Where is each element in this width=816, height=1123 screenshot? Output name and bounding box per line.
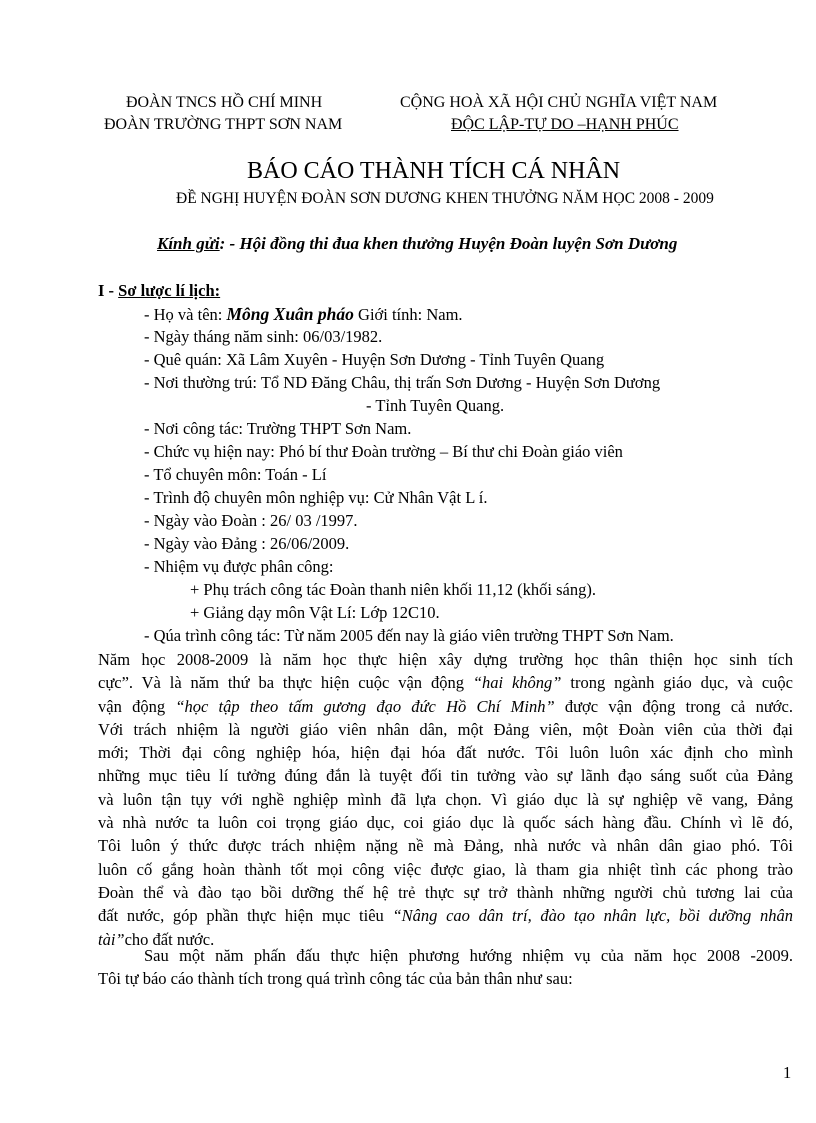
intro-row: và nhà nước ta luôn coi trọng giáo dục, coi giáo dục là quốc sách hàng đầu. Chính vì lẽ đó, (98, 813, 793, 833)
birth-date-line: - Ngày tháng năm sinh: 06/03/1982. (144, 327, 383, 346)
intro-row (98, 904, 793, 927)
recipient-label: Kính gửi (157, 234, 220, 253)
intro-row: Năm học 2008-2009 là năm học thực hiện xây dựng trường học thân thiện học sinh tích (98, 650, 793, 669)
assignment-item-1: + Phụ trách công tác Đoàn thanh niên khối 11,12 (khối sáng). (190, 580, 596, 599)
summary-line-2: Tôi tự báo cáo thành tích trong quá trình công tác của bản thân như sau: (98, 969, 573, 988)
department-line: - Tổ chuyên môn: Toán - Lí (144, 465, 327, 484)
position-line: - Chức vụ hiện nay: Phó bí thư Đoàn trường – Bí thư chi Đoàn giáo viên (144, 442, 623, 461)
section-1-title: Sơ lược lí lịch: (118, 281, 221, 300)
intro-quote-goal: “Nâng cao dân trí, đào tạo nhân lực, bồi dưỡng nhân (392, 906, 793, 926)
assignment-heading-line: - Nhiệm vụ được phân công: (144, 557, 334, 576)
section-1-heading (98, 281, 220, 301)
assignment-item-2: + Giảng dạy môn Vật Lí: Lớp 12C10. (190, 603, 440, 622)
intro-quote-hai-khong: “hai không” (472, 673, 562, 693)
intro-text: cực”. Và là năm thứ ba thực hiện cuộc vận động (98, 673, 473, 693)
intro-row: mới; Thời đại công nghiệp hóa, hiện đại hóa đất nước. Tôi luôn luôn xác định cho mình (98, 743, 793, 763)
workplace-line: - Nơi công tác: Trường THPT Sơn Nam. (144, 419, 412, 438)
intro-row: và luôn tận tụy với nghề nghiệp mình đã lựa chọn. Vì giáo dục là sự nghiệp vẽ vang, Đảng (98, 789, 793, 809)
report-subtitle: ĐỀ NGHỊ HUYỆN ĐOÀN SƠN DƯƠNG KHEN THƯỞNG NĂM HỌC 2008 - 2009 (176, 190, 714, 207)
org-name-line2: ĐOÀN TRƯỜNG THPT SƠN NAM (104, 116, 343, 133)
country-motto: ĐỘC LẬP-TỰ DO –HẠNH PHÚC (451, 116, 679, 133)
intro-text: vận động (98, 696, 176, 716)
intro-paragraph (98, 648, 793, 951)
intro-row: Tôi luôn ý thức được trách nhiệm nặng nề mà Đảng, nhà nước và nhân dân giao phó. Tôi (98, 836, 793, 856)
summary-line-1: Sau một năm phấn đấu thực hiện phương hướng nhiệm vụ của năm học 2008 -2009. (144, 946, 793, 965)
qualification-line: - Trình độ chuyên môn nghiệp vụ: Cử Nhân Vật L í. (144, 488, 488, 507)
residence-line-cont: - Tỉnh Tuyên Quang. (366, 396, 505, 415)
intro-row (98, 671, 793, 694)
intro-text: cho đất nước. (124, 929, 215, 949)
intro-quote-ho-chi-minh: “học tập theo tấm gương đạo đức Hồ Chí Minh” (175, 696, 555, 716)
recipient-line (157, 234, 677, 254)
page-number: 1 (783, 1063, 792, 1082)
intro-row: những mục tiêu lí tưởng đúng đắn là tuyệt đối tin tưởng vào sự lãnh đạo sáng suốt của Đảng (98, 766, 793, 786)
party-join-date-line: - Ngày vào Đảng : 26/06/2009. (144, 534, 350, 553)
name-label: - Họ và tên: (144, 305, 227, 324)
hometown-line: - Quê quán: Xã Lâm Xuyên - Huyện Sơn Dương - Tỉnh Tuyên Quang (144, 350, 605, 369)
work-history-line: - Qúa trình công tác: Từ năm 2005 đến nay là giáo viên trường THPT Sơn Nam. (144, 626, 674, 645)
intro-row (98, 695, 793, 718)
section-1-number: I - (98, 281, 119, 300)
country-name: CỘNG HOÀ XÃ HỘI CHỦ NGHĨA VIỆT NAM (400, 94, 718, 111)
intro-row: luôn cố gắng hoàn thành tốt mọi công việc được giao, là tham gia nhiệt tình các phong trào (98, 859, 793, 879)
gender-text: Giới tính: Nam. (353, 305, 463, 324)
union-join-date-line: - Ngày vào Đoàn : 26/ 03 /1997. (144, 511, 358, 530)
intro-text: được vận động trong cả nước. (554, 696, 793, 716)
name-line (144, 304, 463, 325)
intro-row: Với trách nhiệm là người giáo viên nhân dân, một Đảng viên, một Đoàn viên của thời đại (98, 719, 793, 739)
intro-text: đất nước, góp phần thực hiện mục tiêu (98, 906, 393, 926)
intro-text: trong ngành giáo dục, và cuộc (561, 673, 793, 693)
intro-row: Đoàn thể và đào tạo bồi dưỡng thế hệ trẻ thực sự trở thành những người chủ tương lai của (98, 882, 793, 902)
name-value: Mông Xuân pháo (226, 304, 354, 324)
org-name-line1: ĐOÀN TNCS HỒ CHÍ MINH (126, 94, 323, 111)
report-title: BÁO CÁO THÀNH TÍCH CÁ NHÂN (247, 158, 621, 184)
residence-line: - Nơi thường trú: Tổ ND Đăng Châu, thị trấn Sơn Dương - Huyện Sơn Dương (144, 373, 661, 392)
intro-quote-goal-end: tài” (98, 929, 125, 949)
recipient-text: : - Hội đồng thi đua khen thưởng Huyện Đoàn luyện Sơn Dương (219, 234, 678, 253)
